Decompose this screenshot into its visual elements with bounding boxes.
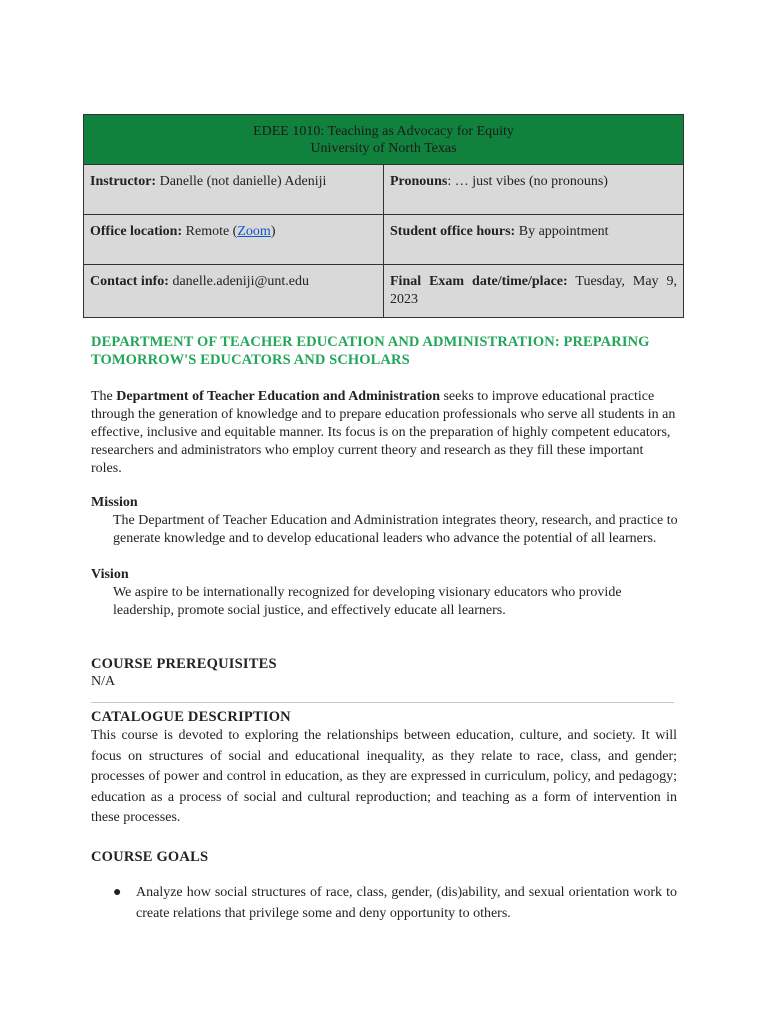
department-heading-line2: TOMORROW'S EDUCATORS AND SCHOLARS [91, 352, 410, 368]
vision-label: Vision [91, 567, 129, 582]
department-heading [91, 333, 677, 369]
section-divider [91, 702, 674, 703]
goals-list [91, 882, 677, 924]
office-hours-label: Student office hours: [390, 224, 516, 239]
university-name: University of North Texas [310, 141, 457, 156]
prerequisites-value: N/A [91, 674, 116, 689]
pronouns-value: : … just vibes (no pronouns) [447, 174, 608, 189]
final-exam-value: Tuesday, May 9, 2023 [390, 274, 677, 307]
course-title: EDEE 1010: Teaching as Advocacy for Equity [253, 124, 514, 139]
catalogue-description: This course is devoted to exploring the relationships between education, culture, and society. It will focus on structures of social and educational inequality, as they relate to race, class, and gender; processes of power and control in education, as they are expressed in curriculum, policy, and pedagogy; education as a process of social and cultural reproduction; and teaching as a form of intervention in these processes. [91, 728, 677, 825]
contact-cell [84, 265, 384, 318]
office-location-label: Office location: [90, 224, 183, 239]
bullet-icon: ● [113, 885, 122, 900]
intro-rest: seeks to improve educational practice through the generation of knowledge and to prepare education professionals who serve all students in an effective, inclusive and equitable manner. Its focus is on the preparation of highly competent educators, researchers and administrators who employ current theory and research as they fill these important roles. [91, 389, 676, 476]
intro-prefix: The [91, 389, 117, 404]
department-intro [91, 388, 677, 478]
contact-value: danelle.adeniji@unt.edu [172, 274, 309, 289]
office-location-suffix: ) [270, 224, 276, 239]
pronouns-label: Pronouns [390, 174, 448, 189]
course-title-cell [84, 115, 684, 165]
goal-item-text: Analyze how social structures of race, class, gender, (dis)ability, and sexual orientation work to create relations that privilege some and deny opportunity to others. [136, 885, 677, 921]
goals-heading: COURSE GOALS [91, 849, 209, 865]
goal-item [91, 882, 677, 924]
mission-label: Mission [91, 495, 138, 510]
instructor-label: Instructor: [90, 174, 157, 189]
zoom-link[interactable]: Zoom [237, 224, 271, 239]
pronouns-cell [384, 165, 684, 215]
instructor-value: Danelle (not danielle) Adeniji [159, 174, 327, 189]
office-location-cell [84, 215, 384, 265]
final-exam-label: Final Exam date/time/place: [390, 274, 568, 289]
instructor-cell [84, 165, 384, 215]
department-heading-line1: DEPARTMENT OF TEACHER EDUCATION AND ADMINISTRATION: PREPARING [91, 334, 650, 350]
contact-label: Contact info: [90, 274, 169, 289]
final-exam-cell [384, 265, 684, 318]
prerequisites-heading: COURSE PREREQUISITES [91, 656, 277, 672]
course-info-table [83, 114, 684, 318]
office-hours-value: By appointment [518, 224, 609, 239]
mission-text: The Department of Teacher Education and Administration integrates theory, research, and practice to generate knowledge and to develop educational leaders who advance the potential of all learners. [113, 513, 678, 546]
office-location-prefix: Remote ( [185, 224, 238, 239]
catalogue-heading: CATALOGUE DESCRIPTION [91, 709, 291, 725]
office-hours-cell [384, 215, 684, 265]
vision-text: We aspire to be internationally recognized for developing visionary educators who provide leadership, promote social justice, and effectively educate all learners. [113, 585, 622, 618]
intro-department-name: Department of Teacher Education and Administration [116, 389, 440, 404]
